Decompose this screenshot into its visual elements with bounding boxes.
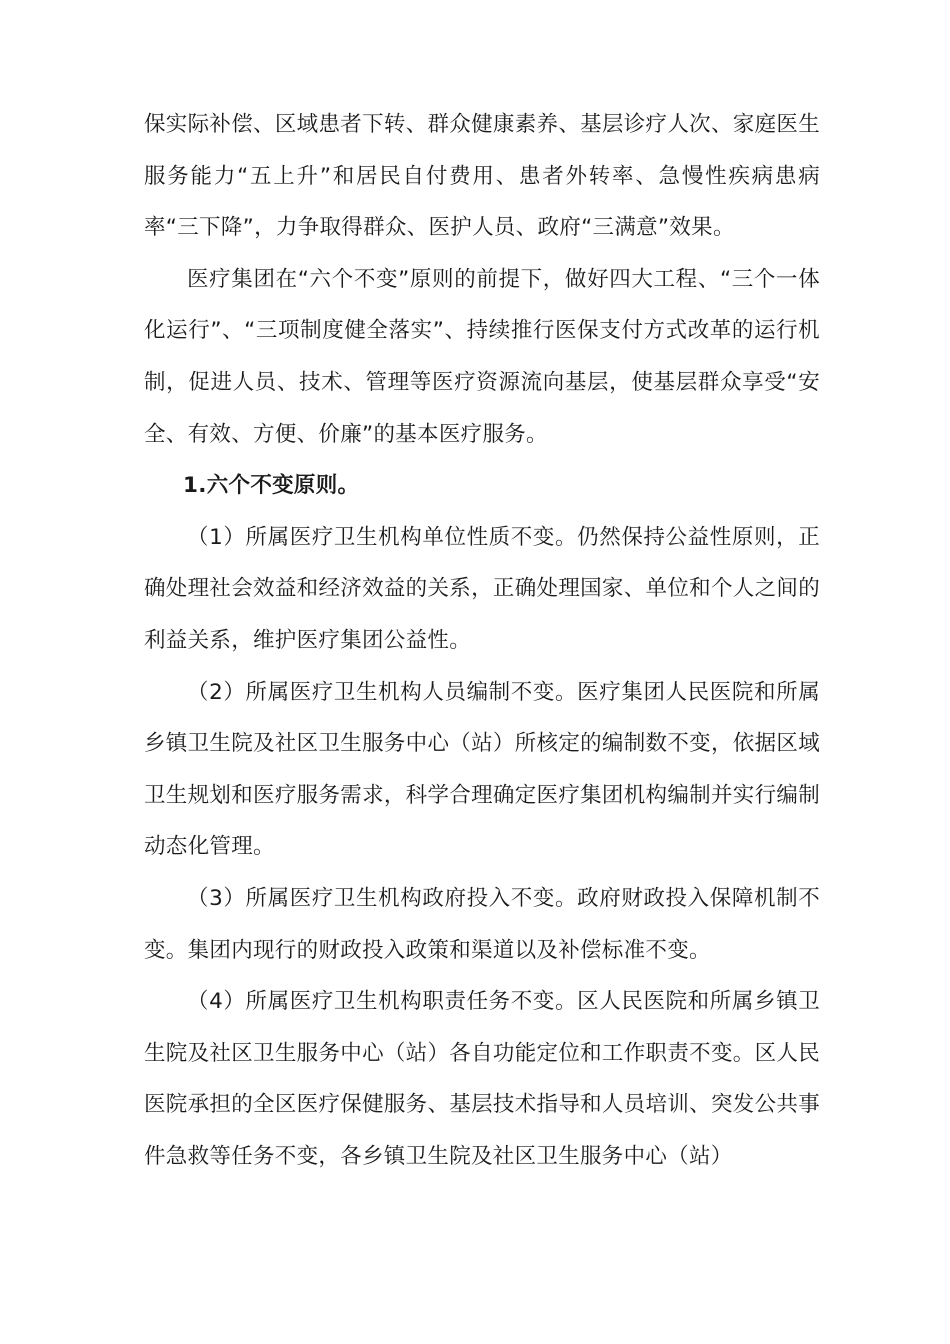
section-heading: 1.六个不变原则。 — [183, 473, 360, 499]
paragraph-intro: 医疗集团在“六个不变”原则的前提下，做好四大工程、“三个一体化运行”、“三项制度健全落实”、持续推行医保支付方式改革的运行机制，促进人员、技术、管理等医疗资源流向基层，使基层群众享受“安全、有效、方便、价廉”的基本医疗服务。 — [144, 266, 820, 447]
paragraph-item-1: （1）所属医疗卫生机构单位性质不变。仍然保持公益性原则，正确处理社会效益和经济效益的关系，正确处理国家、单位和个人之间的利益关系，维护医疗集团公益性。 — [144, 524, 820, 653]
paragraph-item-2: （2）所属医疗卫生机构人员编制不变。医疗集团人民医院和所属乡镇卫生院及社区卫生服务中心（站）所核定的编制数不变，依据区域卫生规划和医疗服务需求，科学合理确定医疗集团机构编制并实行编制动态化管理。 — [144, 679, 820, 860]
paragraph-item-3: （3）所属医疗卫生机构政府投入不变。政府财政投入保障机制不变。集团内现行的财政投入政策和渠道以及补偿标准不变。 — [144, 885, 820, 963]
paragraph-item-4: （4）所属医疗卫生机构职责任务不变。区人民医院和所属乡镇卫生院及社区卫生服务中心（站）各自功能定位和工作职责不变。区人民医院承担的全区医疗保健服务、基层技术指导和人员培训、突发公共事件急救等任务不变，各乡镇卫生院及社区卫生服务中心（站） — [144, 989, 820, 1169]
paragraph-continuation: 保实际补偿、区域患者下转、群众健康素养、基层诊疗人次、家庭医生服务能力“五上升”和居民自付费用、患者外转率、急慢性疾病患病率“三下降”，力争取得群众、医护人员、政府“三满意”效果。 — [144, 112, 820, 241]
document-page — [144, 99, 820, 1182]
